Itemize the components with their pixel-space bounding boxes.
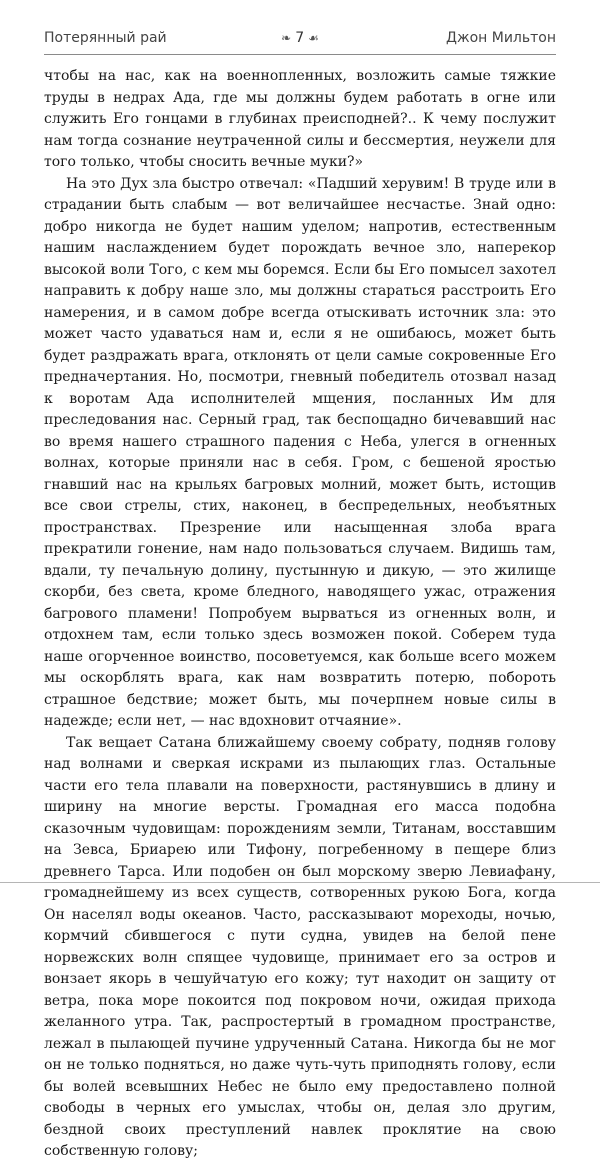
ornament-right-icon: ☙ bbox=[308, 31, 319, 45]
paragraph: На это Дух зла быстро отвечал: «Падший херувим! В труде или в страдании быть слабым — вот величайшее несчастье. Знай одно: добро никогда не будет нашим уделом; напротив, естественным нашим наслаждением будет порождать вечное зло, наперекор высокой воли Того, с кем мы боремся. Если бы Его помысел захотел направить к добру наше зло, мы должны стараться расстроить Его намерения, и в самом добре всегда отыскивать источник зла: это может часто удаваться нам и, если я не ошибаюсь, может быть будет раздражать врага, отклонять от цели самые сокровенные Его предначертания. Но, посмотри, гневный победитель отозвал назад к воротам Ада исполнителей мщения, посланных Им для преследования нас. Серный град, так беспощадно бичевавший нас во время нашего страшного падения с Неба, улегся в огненных волнах, которые приняли нас в себя. Гром, с бешеной яростью гнавший нас на крыльях багровых молний, может быть, истощив все свои стрелы, стих, наконец, в беспредельных, необъятных пространствах. Презрение или насыщенная злоба врага прекратили гонение, нам надо пользоваться случаем. Видишь там, вдали, ту печальную долину, пустынную и дикую, — это жилище скорби, без света, кроме бледного, наводящего ужас, отражения багрового пламени! Попробуем вырваться из огненных волн, и отдохнем там, если только здесь возможен покой. Соберем туда наше огорченное воинство, посоветуемся, как больше всего можем мы оскорблять врага, как нам возвратить потерю, побороть страшное бедствие; может быть, мы почерпнем новые силы в надежде; если нет, — нас вдохновит отчаяние». bbox=[44, 175, 556, 729]
author-name: Джон Мильтон bbox=[446, 30, 556, 46]
paragraph: чтобы на нас, как на военнопленных, возложить самые тяжкие труды в недрах Ада, где мы должны будем работать в огне или служить Его гонцами в глубинах преисподней?.. К чему послужит нам тогда сознание неутраченной силы и бессмертия, неужели для того только, чтобы сносить вечные муки?» bbox=[44, 68, 556, 170]
running-header bbox=[44, 30, 556, 52]
ornament-left-icon: ❧ bbox=[281, 31, 292, 45]
body-text bbox=[44, 66, 556, 1163]
page-number: 7 bbox=[295, 30, 305, 46]
bottom-divider bbox=[0, 882, 600, 883]
book-title: Потерянный рай bbox=[44, 30, 167, 46]
header-divider bbox=[44, 54, 556, 55]
page-number-group bbox=[281, 30, 319, 46]
paragraph: Так вещает Сатана ближайшему своему собрату, подняв голову над волнами и сверкая искрами из пылающих глаз. Остальные части его тела плавали на поверхности, растянувшись в длину и ширину на многие версты. Громадная его масса подобна сказочным чудовищам: порождениям земли, Титанам, восставшим на Зевса, Бриарею или Тифону, погребенному в пещере близ древнего Тарса. Или подобен он был морскому зверю Левиафану, громаднейшему из всех существ, сотворенных рукою Бога, когда Он населял воды океанов. Часто, рассказывают мореходы, ночью, кормчий сбившегося с пути судна, увидев на белой пене норвежских волн спящее чудовище, принимает его за остров и вонзает якорь в чешуйчатую его кожу; тут находит он защиту от ветра, пока море покоится под покровом ночи, ожидая прихода желанного утра. Так, распростертый в громадном пространстве, лежал в пылающей пучине удрученный Сатана. Никогда бы не мог он не только подняться, но даже чуть-чуть приподнять голову, если бы волей всевышних Небес не было ему предоставлено полной свободы в черных его умыслах, чтобы он, делая зло другим, бездной своих преступлений навлек проклятие на свою собственную голову; bbox=[44, 734, 556, 1159]
